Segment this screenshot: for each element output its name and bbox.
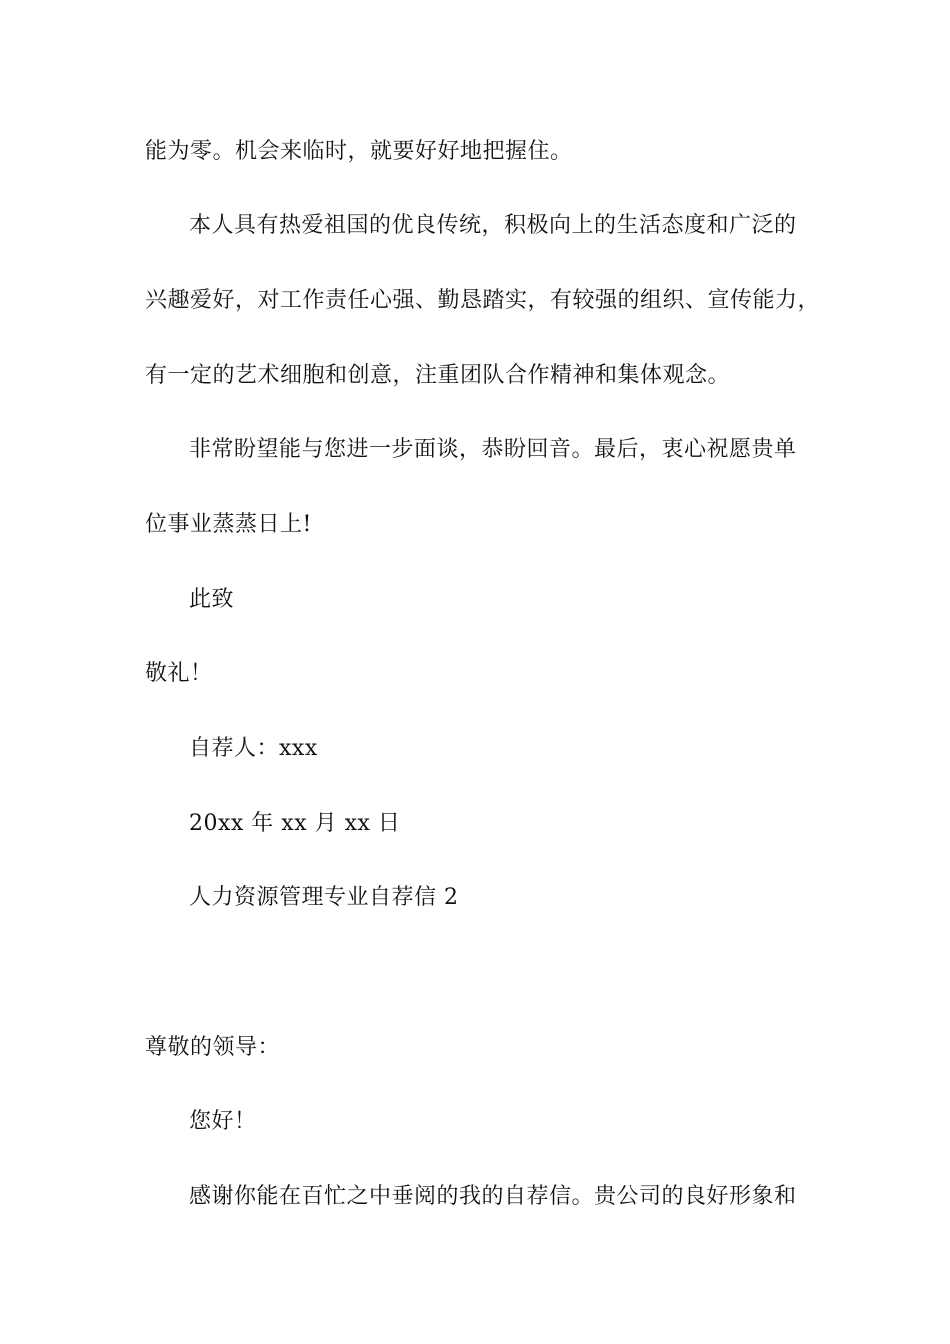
paragraph-line: 非常盼望能与您进一步面谈，恭盼回音。最后，衷心祝愿贵单 [189,437,797,462]
paragraph-line: 感谢你能在百忙之中垂阅的我的自荐信。贵公司的良好形象和 [189,1184,797,1209]
paragraph-line: 本人具有热爱祖国的优良传统，积极向上的生活态度和广泛的 [189,213,797,238]
greeting-hello: 您好！ [189,1109,257,1134]
greeting-line: 尊敬的领导： [145,1035,281,1060]
signature-line: 自荐人：xxx [189,736,318,761]
date-line: 20xx 年 xx 月 xx 日 [189,811,401,836]
closing-regards: 敬礼！ [145,661,213,686]
paragraph-line: 有一定的艺术细胞和创意，注重团队合作精神和集体观念。 [145,363,731,388]
paragraph-line: 位事业蒸蒸日上! [145,512,312,537]
closing-salutation: 此致 [189,587,235,612]
paragraph-line: 能为零。机会来临时，就要好好地把握住。 [145,139,573,164]
paragraph-line: 兴趣爱好，对工作责任心强、勤恳踏实，有较强的组织、宣传能力， [145,288,821,313]
section-title: 人力资源管理专业自荐信 2 [189,885,459,910]
